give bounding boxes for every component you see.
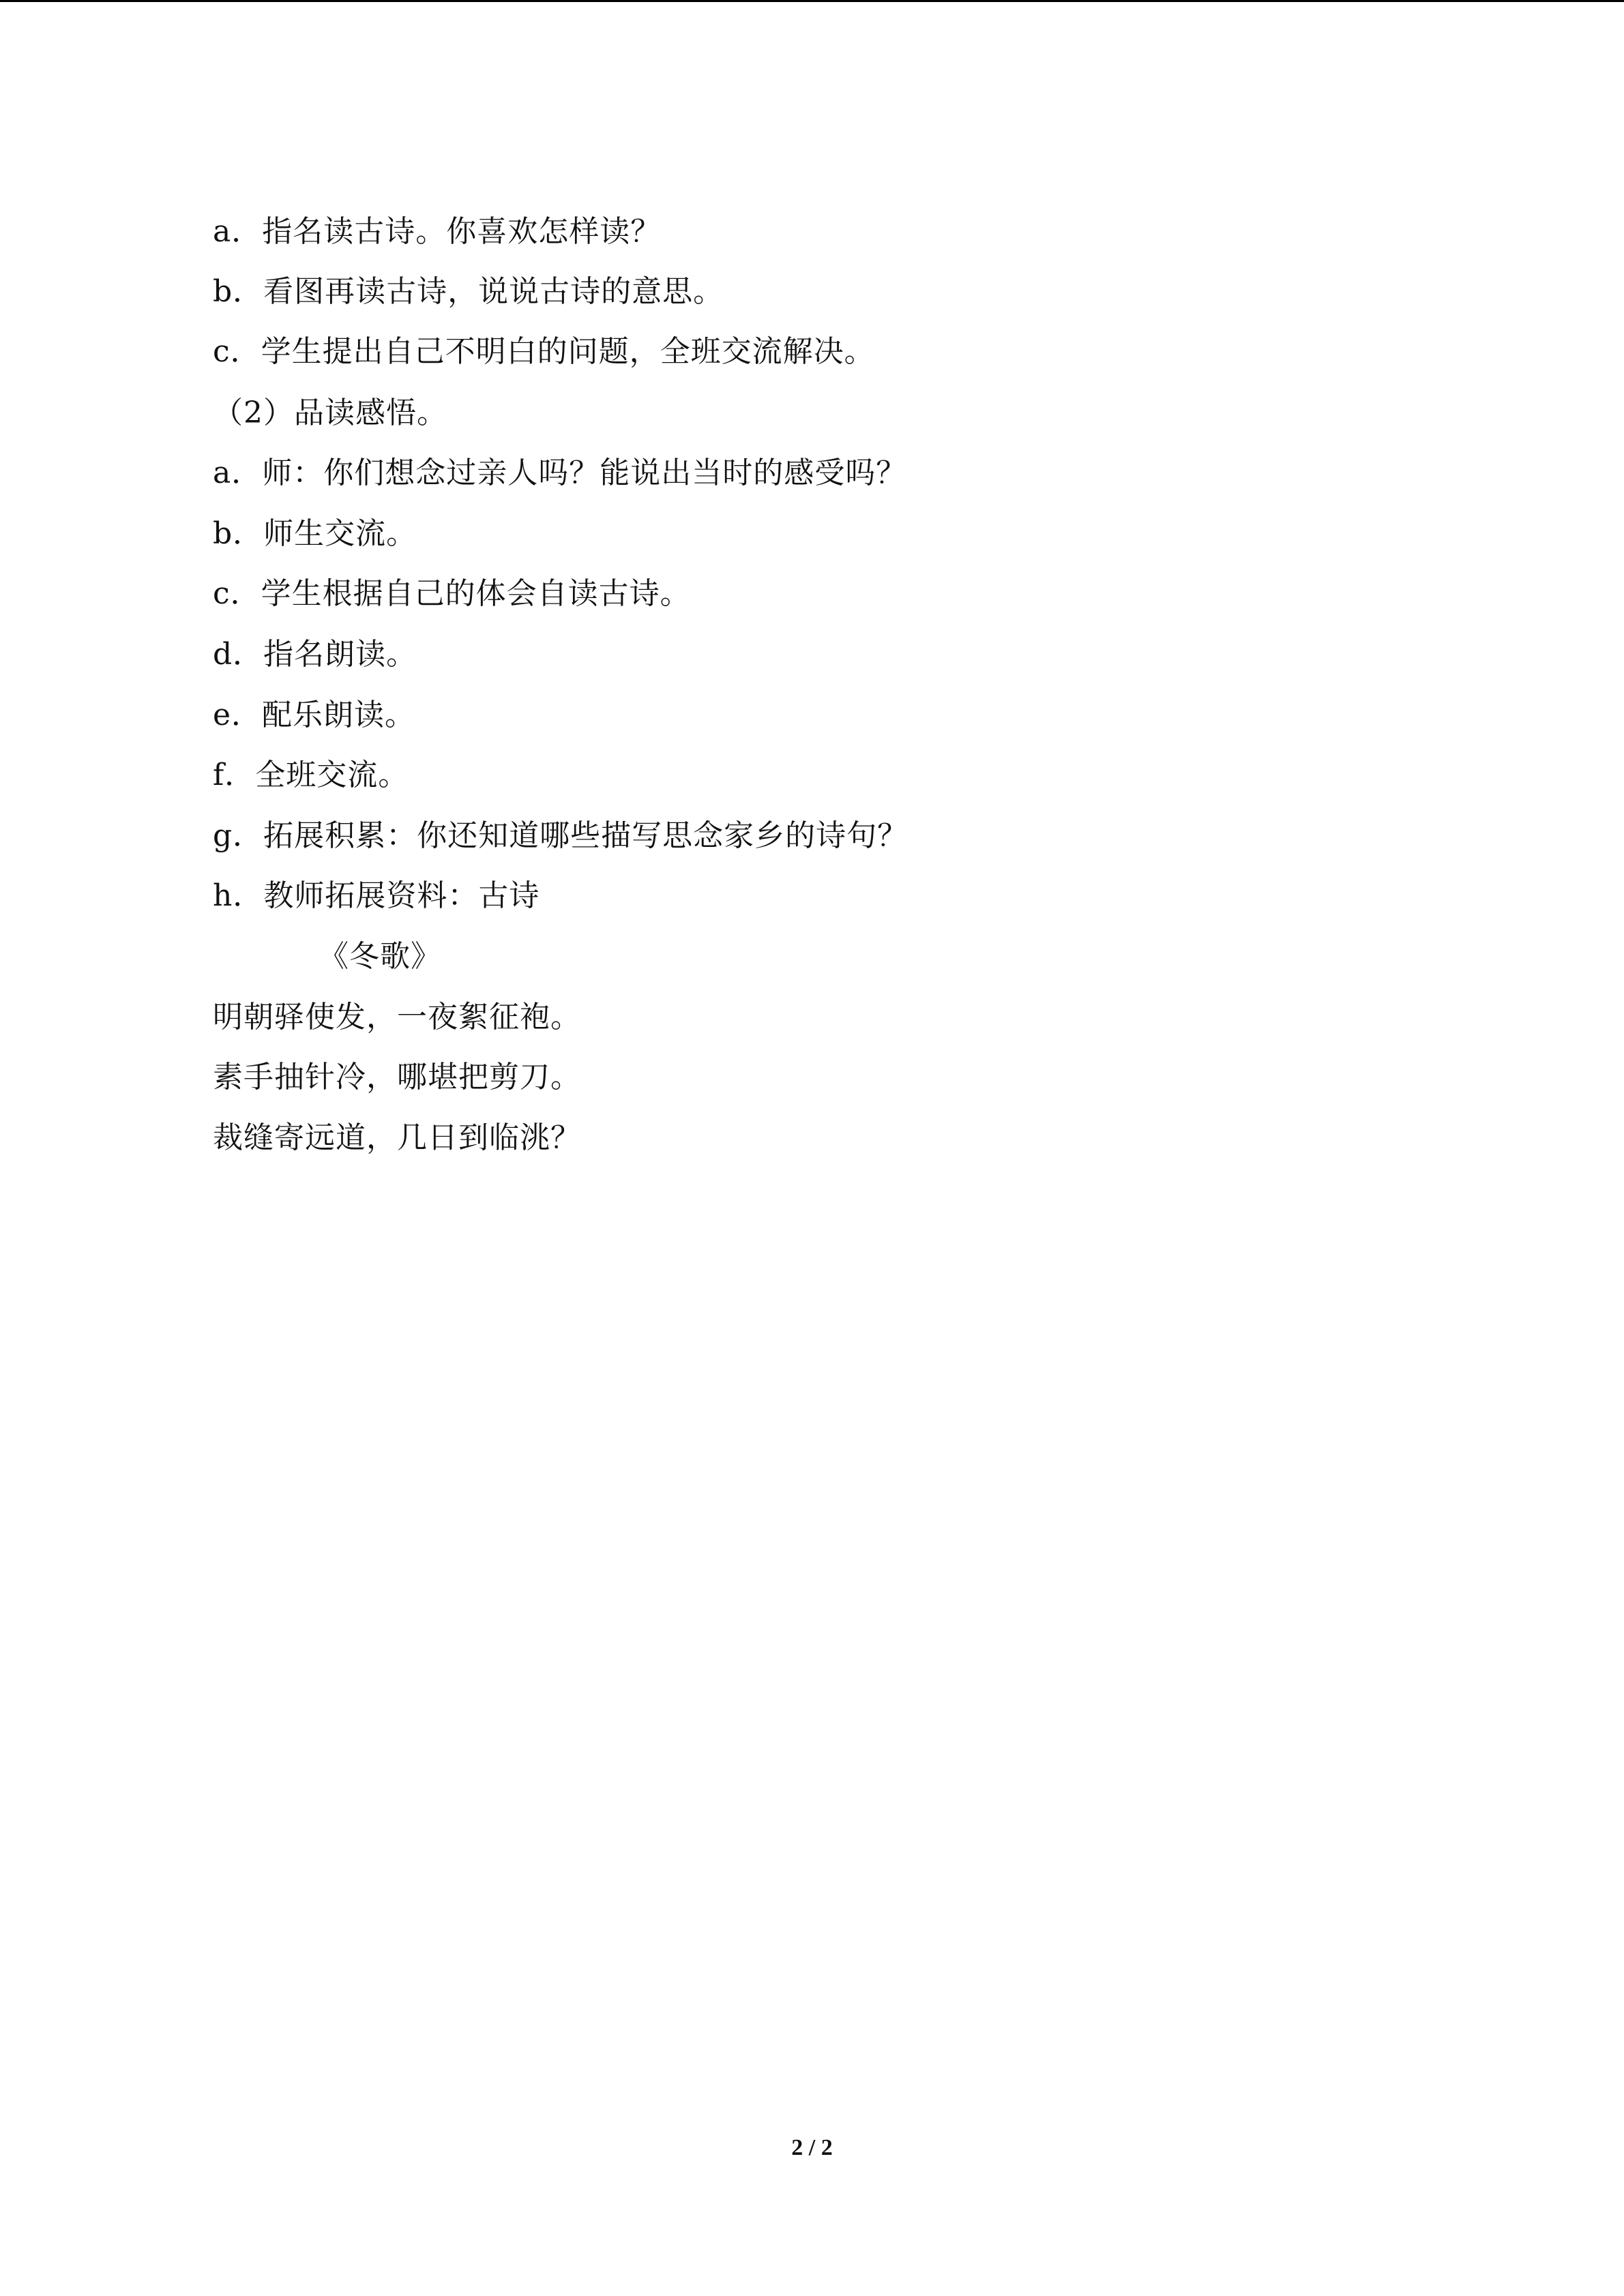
list-item-a-teacher-question: a．师：你们想念过亲人吗？能说出当时的感受吗？ [213, 456, 907, 490]
list-item-f-class-exchange: f．全班交流。 [213, 758, 409, 792]
poem-line-3: 裁缝寄远道，几日到临洮？ [213, 1120, 581, 1155]
poem-line-1: 明朝驿使发，一夜絮征袍。 [213, 1000, 581, 1034]
list-item-e-music-reading: e．配乐朗读。 [213, 698, 416, 732]
list-item-d-named-reading: d．指名朗读。 [213, 637, 417, 672]
section-heading-appreciation: （2）品读感悟。 [213, 396, 447, 430]
poem-title: 《冬歌》 [319, 939, 441, 974]
list-item-h-teacher-material: h．教师拓展资料：古诗 [213, 878, 540, 913]
poem-line-2: 素手抽针冷，哪堪把剪刀。 [213, 1060, 581, 1094]
page-number: 2 / 2 [791, 2135, 833, 2160]
list-item-c-self-reading: c．学生根据自己的体会自读古诗。 [213, 576, 691, 611]
list-item-a-read-poem: a．指名读古诗。你喜欢怎样读？ [213, 214, 662, 249]
list-item-g-extension: g．拓展积累：你还知道哪些描写思念家乡的诗句？ [213, 818, 909, 853]
list-item-c-questions: c．学生提出自己不明白的问题，全班交流解决。 [213, 334, 875, 369]
top-border-line [0, 0, 1624, 2]
list-item-b-view-image: b．看图再读古诗，说说古诗的意思。 [213, 274, 724, 309]
list-item-b-discussion: b．师生交流。 [213, 516, 417, 551]
